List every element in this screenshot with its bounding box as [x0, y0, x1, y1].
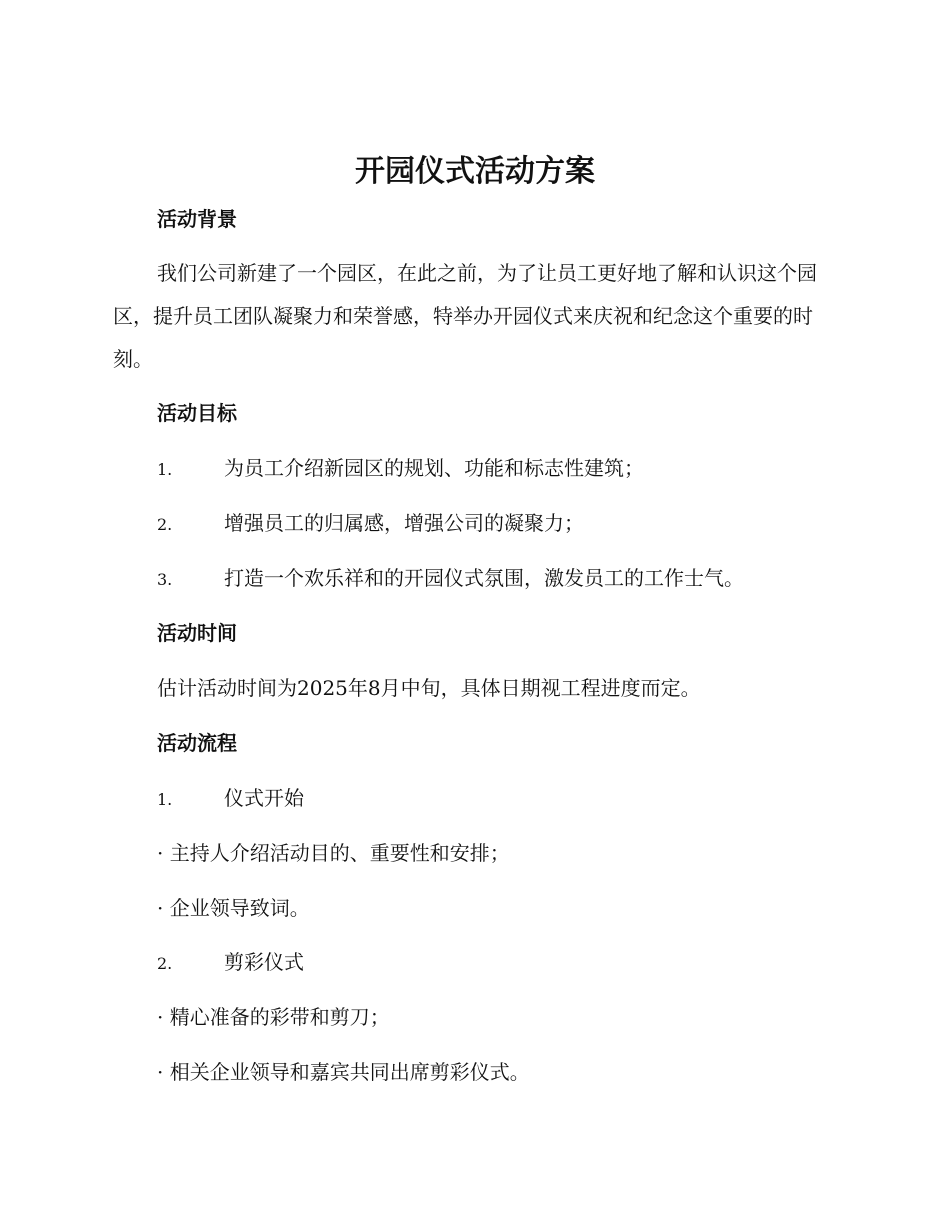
process-step	[157, 783, 304, 815]
document-title: 开园仪式活动方案	[355, 154, 595, 189]
process-bullet: · 精心准备的彩带和剪刀；	[157, 1005, 390, 1029]
goal-item-number: 1.	[157, 460, 173, 479]
process-step-number: 1.	[157, 790, 173, 809]
section-heading-time: 活动时间	[157, 621, 237, 645]
goal-item	[157, 508, 584, 540]
process-bullet: · 企业领导致词。	[157, 896, 310, 920]
time-text: 估计活动时间为2025年8月中旬，具体日期视工程进度而定。	[157, 676, 701, 700]
section-heading-background: 活动背景	[157, 207, 237, 231]
goal-item	[157, 453, 644, 485]
goal-item	[157, 563, 744, 595]
goal-item-text: 增强员工的归属感，增强公司的凝聚力；	[224, 511, 584, 535]
process-step-title: 剪彩仪式	[224, 950, 304, 974]
process-step-number: 2.	[157, 954, 173, 973]
goal-item-text: 打造一个欢乐祥和的开园仪式氛围，激发员工的工作士气。	[224, 566, 744, 590]
process-bullet: · 主持人介绍活动目的、重要性和安排；	[157, 841, 510, 865]
goal-item-number: 3.	[157, 570, 173, 589]
background-paragraph: 我们公司新建了一个园区，在此之前，为了让员工更好地了解和认识这个园区，提升员工团队凝聚力和荣誉感，特举办开园仪式来庆祝和纪念这个重要的时刻。	[113, 261, 817, 371]
goal-item-number: 2.	[157, 515, 173, 534]
process-step-title: 仪式开始	[224, 786, 304, 810]
goal-item-text: 为员工介绍新园区的规划、功能和标志性建筑；	[224, 456, 644, 480]
section-heading-process: 活动流程	[157, 731, 237, 755]
process-step	[157, 947, 304, 979]
process-bullet: · 相关企业领导和嘉宾共同出席剪彩仪式。	[157, 1060, 530, 1084]
section-heading-goals: 活动目标	[157, 401, 237, 425]
